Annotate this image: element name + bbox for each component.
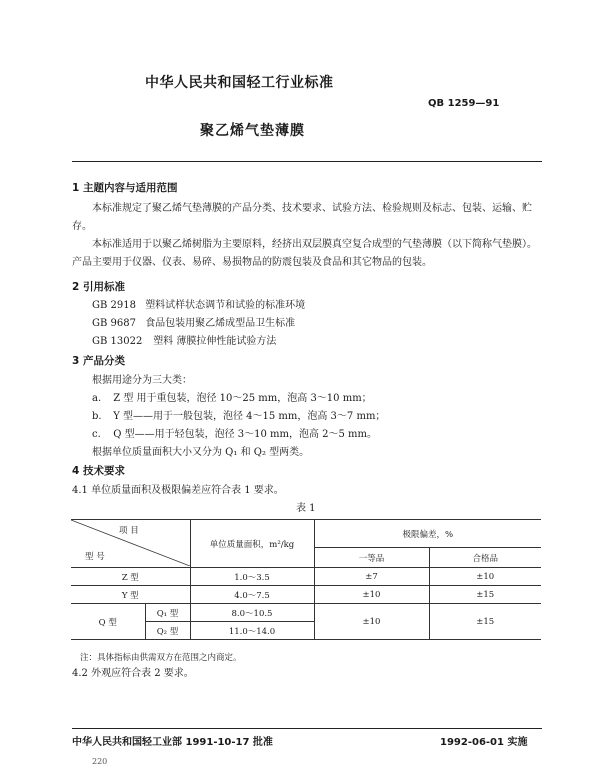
table-note: 注：具体指标由供需双方在范围之内商定。	[80, 653, 242, 663]
header-rule	[72, 161, 542, 162]
item-text: Q 型——用于轻包装，泡径 3～10 mm，泡高 2～5 mm。	[113, 429, 378, 440]
org-title: 中华人民共和国轻工行业标准	[145, 75, 334, 91]
reference-code: GB 9687	[92, 318, 136, 329]
section-3-heading: 3 产品分类	[72, 355, 125, 367]
item-label: a.	[92, 393, 102, 404]
reference-item	[92, 315, 305, 333]
header-pass-grade: 合格品	[429, 548, 541, 568]
classification-item	[92, 408, 385, 426]
row-type: Z 型	[71, 568, 190, 586]
header-deviation: 极限偏差，%	[314, 520, 541, 548]
reference-title: 塑料 薄膜拉伸性能试验方法	[153, 336, 277, 347]
row-value: 1.0～3.5	[190, 568, 314, 586]
standard-code: QB 1259—91	[428, 98, 500, 109]
reference-title: 塑料试样状态调节和试验的标准环境	[145, 300, 306, 311]
approval-line: 中华人民共和国轻工业部 1991-10-17 批准	[72, 737, 273, 748]
table-row	[71, 604, 541, 622]
row-first-grade: ±7	[314, 568, 429, 586]
page-number: 220	[92, 757, 108, 766]
section-1-heading: 1 主题内容与适用范围	[72, 182, 178, 194]
row-subtype: Q₂ 型	[145, 622, 190, 640]
classification-item	[92, 390, 385, 408]
item-label: c.	[92, 429, 101, 440]
clause-4-2: 4.2 外观应符合表 2 要求。	[72, 668, 194, 679]
header-item-label: 项 目	[119, 526, 139, 536]
section-1-para-2: 本标准适用于以聚乙烯树脂为主要原料，经挤出双层膜真空复合成型的气垫薄膜（以下简称气垫膜）。产品主要用于仪器、仪表、易碎、易损物品的防震包装及食品和其它物品的包装。	[72, 239, 537, 268]
classification-list	[92, 372, 385, 462]
table-1	[71, 519, 541, 640]
classification-note: 根据单位质量面积大小又分为 Q₁ 和 Q₂ 型两类。	[92, 447, 310, 458]
item-text: Y 型——用于一般包装，泡径 4～15 mm，泡高 3～7 mm；	[113, 411, 386, 422]
table-caption: 表 1	[296, 503, 316, 514]
row-value: 8.0～10.5	[190, 604, 314, 622]
row-pass-grade: ±15	[429, 586, 541, 604]
reference-code: GB 2918	[92, 300, 136, 311]
header-unit-area: 单位质量面积，m²/kg	[190, 520, 314, 568]
reference-title: 食品包装用聚乙烯成型品卫生标准	[145, 318, 296, 329]
row-subtype: Q₁ 型	[145, 604, 190, 622]
classification-item	[92, 426, 385, 444]
clause-4-1: 4.1 单位质量面积及极限偏差应符合表 1 要求。	[72, 485, 284, 496]
classification-intro: 根据用途分为三大类：	[92, 375, 192, 386]
section-1-para-1: 本标准规定了聚乙烯气垫薄膜的产品分类、技术要求、试验方法、检验规则及标志、包装、运输、贮存。	[72, 203, 532, 232]
row-pass-grade: ±15	[429, 604, 541, 640]
row-type: Y 型	[71, 586, 190, 604]
section-4-heading: 4 技术要求	[72, 465, 125, 477]
header-first-grade: 一等品	[314, 548, 429, 568]
table-row	[71, 586, 541, 604]
item-text: Z 型 用于重包装，泡径 10～25 mm，泡高 3～10 mm；	[113, 393, 372, 404]
document-title: 聚乙烯气垫薄膜	[200, 123, 305, 139]
reference-code: GB 13022	[92, 336, 143, 347]
footer-rule	[72, 728, 542, 729]
effective-date: 1992-06-01 实施	[440, 737, 528, 748]
row-pass-grade: ±10	[429, 568, 541, 586]
row-type: Q 型	[71, 604, 145, 640]
table-row	[71, 568, 541, 586]
reference-item	[92, 297, 305, 315]
reference-item	[92, 333, 305, 351]
item-label: b.	[92, 411, 102, 422]
row-value: 4.0～7.5	[190, 586, 314, 604]
section-2-heading: 2 引用标准	[72, 281, 125, 293]
row-value: 11.0～14.0	[190, 622, 314, 640]
table-header-corner	[71, 520, 190, 568]
header-type-label: 型 号	[85, 552, 105, 562]
row-first-grade: ±10	[314, 586, 429, 604]
reference-list	[92, 297, 305, 351]
row-first-grade: ±10	[314, 604, 429, 640]
